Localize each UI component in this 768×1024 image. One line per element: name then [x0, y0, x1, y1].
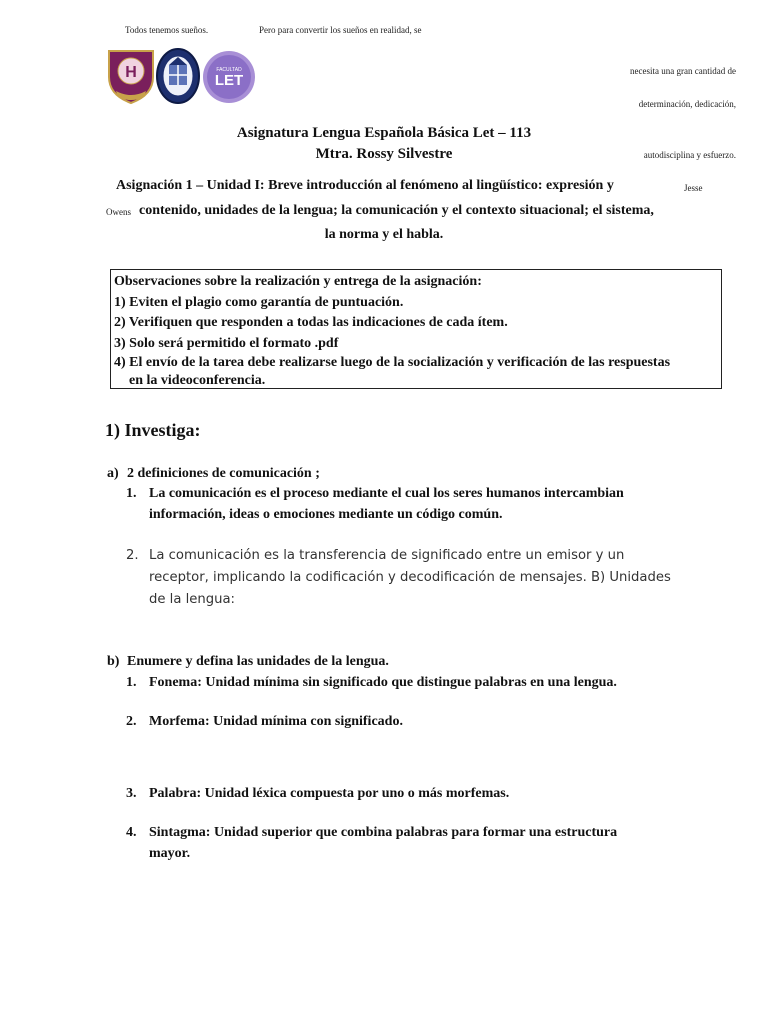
university-seal-logo — [155, 47, 201, 105]
b-item-3-text: Palabra: Unidad léxica compuesta por uno o más morfemas. — [149, 786, 510, 801]
let-faculty-logo — [202, 47, 256, 105]
quote-author-first: Jesse — [684, 183, 703, 193]
b-item-3-num: 3. — [126, 786, 137, 801]
a-item-1-num: 1. — [126, 486, 137, 501]
a-item-2-line-1: La comunicación es la transferencia de significado entre un emisor y un — [149, 548, 625, 563]
b-item-4-line-2: mayor. — [149, 846, 191, 861]
assignment-line-3: la norma y el habla. — [324, 227, 444, 242]
b-item-2-text: Morfema: Unidad mínima con significado. — [149, 714, 403, 729]
observation-item-4-cont: en la videoconferencia. — [129, 373, 266, 388]
item-b-text: Enumere y defina las unidades de la lengua. — [127, 654, 389, 669]
a-item-1-line-2: información, ideas o emociones mediante un código común. — [149, 507, 503, 522]
quote-line-1a: Todos tenemos sueños. — [125, 25, 209, 35]
b-item-1-num: 1. — [126, 675, 137, 690]
university-shield-logo — [106, 47, 156, 105]
b-item-1-text: Fonema: Unidad mínima sin significado que distingue palabras en una lengua. — [149, 675, 617, 690]
logo1-letter: H — [125, 64, 137, 81]
quote-line-4: autodisciplina y esfuerzo. — [643, 150, 736, 160]
a-item-1-line-1: La comunicación es el proceso mediante el cual los seres humanos intercambian — [149, 486, 624, 501]
item-b-label: b) — [107, 654, 120, 669]
b-item-4-num: 4. — [126, 825, 137, 840]
subject-title: Asignatura Lengua Española Básica Let – 113 — [236, 125, 532, 141]
teacher-name: Mtra. Rossy Silvestre — [315, 146, 453, 162]
a-item-2-line-3: de la lengua: — [149, 592, 236, 607]
assignment-line-2: contenido, unidades de la lengua; la comunicación y el contexto situacional; el sistema, — [139, 203, 654, 218]
b-item-2-num: 2. — [126, 714, 137, 729]
observation-item-1: 1) Eviten el plagio como garantía de puntuación. — [114, 294, 404, 310]
quote-line-3: determinación, dedicación, — [638, 99, 736, 109]
observation-item-3: 3) Solo será permitido el formato .pdf — [114, 335, 339, 351]
quote-line-1b: Pero para convertir los sueños en realidad, se — [259, 25, 422, 35]
item-a-text: 2 definiciones de comunicación ; — [127, 466, 320, 481]
logo3-subtext: FACULTAD — [216, 67, 242, 73]
observations-box — [110, 269, 722, 389]
section-heading: 1) Investiga: — [105, 420, 201, 440]
observation-item-4: 4) El envío de la tarea debe realizarse luego de la socialización y verificación de las respuestas — [114, 355, 671, 370]
quote-line-2: necesita una gran cantidad de — [630, 66, 736, 76]
logo3-text: LET — [214, 72, 244, 89]
observation-item-2: 2) Verifiquen que responden a todas las indicaciones de cada ítem. — [114, 315, 508, 330]
a-item-2-num: 2. — [126, 548, 139, 563]
a-item-2-line-2: receptor, implicando la codificación y decodificación de mensajes. B) Unidades — [149, 570, 671, 585]
observations-title: Observaciones sobre la realización y entrega de la asignación: — [114, 274, 482, 289]
quote-author-last: Owens — [106, 207, 131, 217]
item-a-label: a) — [107, 466, 119, 481]
assignment-line-1: Asignación 1 – Unidad I: Breve introducción al fenómeno al lingüístico: expresión y — [116, 178, 614, 193]
b-item-4-line-1: Sintagma: Unidad superior que combina palabras para formar una estructura — [149, 825, 618, 840]
